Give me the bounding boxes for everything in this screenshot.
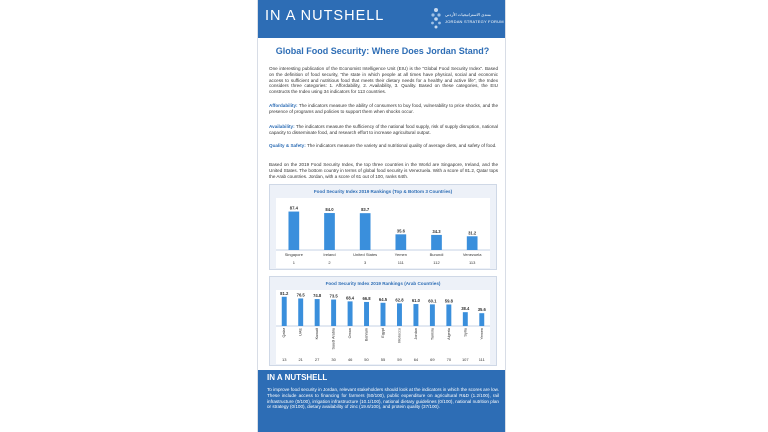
chart-bar: [431, 235, 442, 250]
nutshell-text: To improve food security in Jordan, relevant stakeholders should look at the indicators in which the scores are low. These include access to financing for farmers (50/100), public expenditure on agricultural R&D (1.2/100), rail infrastructure (0/100), irrigation infrastructure (10.1/100), national dietary guidelines (0/100), national nutrition plan or strategy (0/100), dietary availability of zinc (19.6/100), and protein quality (37/100).: [267, 387, 499, 410]
chart-svg: [276, 198, 490, 268]
rank-label: 112: [433, 260, 440, 265]
category-label: Egypt: [381, 328, 385, 338]
category-label: UAE: [298, 328, 303, 336]
data-label: 73.5: [329, 293, 338, 299]
data-label: 87.4: [289, 205, 298, 211]
rank-label: 59: [397, 357, 402, 362]
category-text: The indicators measure the sufficiency of the national food supply, risk of supply disruption, national capacity to disseminate food, and research effort to increase agricultural output.: [269, 124, 498, 135]
chart-bar: [381, 303, 386, 326]
header-banner: [258, 0, 506, 38]
logo-arabic-text: منتدى الاستراتيجيات الأردني: [445, 12, 491, 17]
category-text: The indicators measure the variety and nutritional quality of average diets, and safety of food.: [305, 143, 497, 148]
category-label: Tunisia: [430, 328, 435, 341]
category-label: Morocco: [397, 328, 402, 343]
category-term: Affordability:: [269, 103, 298, 108]
rank-label: 27: [314, 357, 320, 362]
chart-bar: [479, 313, 484, 326]
infographic-page: [257, 0, 506, 432]
category-label: Ireland: [323, 252, 336, 257]
category-label: Burundi: [429, 252, 444, 257]
rank-label: 111: [397, 260, 404, 265]
chart-bar: [463, 312, 468, 326]
data-label: 64.5: [378, 296, 388, 302]
banner-title: IN A NUTSHELL: [265, 8, 385, 24]
logo-english-text: JORDAN STRATEGY FORUM: [445, 19, 504, 24]
category-label: Yemen: [394, 252, 407, 257]
rank-label: 111: [478, 357, 485, 362]
category-label: Yemen: [479, 328, 484, 340]
rank-label: 55: [380, 357, 386, 362]
category-label: Kuwait: [315, 328, 320, 340]
chart-bar: [331, 300, 336, 326]
jsf-logo: [430, 5, 504, 35]
nutshell-title: IN A NUTSHELL: [267, 373, 328, 382]
chart-svg: [276, 290, 490, 364]
chart-bar: [348, 301, 353, 326]
data-label: 83.7: [361, 207, 370, 213]
chart-bar: [397, 303, 402, 326]
category-label: Oman: [348, 328, 353, 339]
rank-label: 30: [331, 357, 336, 362]
data-label: 34.3: [432, 228, 441, 234]
category-label: Saudi Arabia: [331, 328, 336, 350]
rank-label: 107: [461, 357, 469, 362]
arab-countries-chart: [269, 276, 497, 366]
data-label: 76.5: [296, 292, 305, 298]
chart-plot-area: [276, 198, 490, 268]
rank-label: 113: [468, 260, 476, 265]
data-label: 62.8: [395, 297, 404, 303]
rank-label: 64: [413, 357, 419, 362]
data-label: 31.2: [468, 230, 477, 236]
rank-label: 69: [430, 357, 435, 362]
chart-title: Food Security Index 2019 Rankings (Arab Countries): [325, 281, 441, 286]
rank-label: 3: [364, 260, 367, 265]
category-label: Singapore: [284, 252, 303, 257]
data-label: 60.1: [428, 298, 437, 304]
category-label: Syria: [463, 328, 468, 337]
data-label: 35.6: [477, 307, 486, 313]
chart-title: Food Security Index 2019 Rankings (Top & Bottom 3 Countries): [313, 189, 453, 194]
category-term: Availability:: [269, 124, 295, 129]
category-label: Jordan: [413, 328, 418, 340]
chart-plot-area: [276, 290, 490, 364]
chart-bar: [413, 304, 418, 326]
data-label: 61.0: [411, 298, 421, 304]
data-label: 66.8: [362, 295, 371, 301]
category-label: Qatar: [282, 328, 287, 338]
chart-bar: [298, 298, 303, 326]
rank-label: 13: [282, 357, 287, 362]
rank-label: 21: [298, 357, 303, 362]
data-label: 81.2: [280, 290, 289, 296]
summary-paragraph: Based on the 2019 Food Security Index, the top three countries in the World are Singapore, Ireland, and the United States. The bottom country in terms of global food security is Venezuela. With a score of 81.2, Qatar tops the Arab countries. Jordan, with a score of 61 out of 100, ranks 64th.: [269, 162, 498, 179]
category-label: United States: [353, 252, 378, 257]
rank-label: 70: [446, 357, 452, 362]
chart-bar: [364, 302, 369, 326]
rank-label: 1: [292, 260, 295, 265]
data-label: 84.0: [325, 207, 334, 213]
intro-paragraph: One interesting publication of the Economist Intelligence Unit (EIU) is the “Global Food Security Index”. Based on the definition of food security, “the state in which people at all times have physical, social and economic access to sufficient and nutritious food that meets their dietary needs for a healthy and active life”, the Index considers three categories: 1. Affordability, 2. Availability, 3. Quality. Based on these categories, the EIU constructs the Index using 34 indicators for 113 countries.: [269, 66, 498, 95]
data-label: 74.8: [313, 293, 322, 299]
category-affordability: [269, 103, 498, 115]
chart-bar: [315, 299, 320, 326]
data-label: 68.4: [345, 295, 355, 301]
data-label: 35.6: [396, 228, 405, 234]
data-label: 59.8: [444, 298, 453, 304]
logo-mark-icon: [430, 7, 442, 29]
rank-label: 50: [364, 357, 369, 362]
rank-label: 46: [347, 357, 353, 362]
page-title: Global Food Security: Where Does Jordan Stand?: [275, 46, 490, 56]
top-bottom-chart: [269, 184, 497, 270]
data-label: 38.4: [461, 306, 470, 312]
chart-bar: [446, 304, 451, 326]
category-availability: [269, 124, 498, 136]
category-label: Venezuela: [462, 252, 482, 257]
chart-bar: [467, 236, 478, 250]
category-label: Algeria: [446, 328, 451, 340]
chart-bar: [288, 212, 299, 250]
category-text: The indicators measure the ability of consumers to buy food, vulnerability to price shocks, and the presence of programs and policies to support them when shocks occur.: [269, 103, 498, 114]
nutshell-panel: [258, 370, 506, 432]
category-quality: [269, 143, 498, 149]
chart-bar: [395, 234, 406, 250]
chart-bar: [324, 213, 335, 250]
chart-bar: [282, 297, 287, 326]
chart-bar: [360, 213, 371, 250]
rank-label: 2: [328, 260, 331, 265]
category-label: Bahrain: [364, 328, 369, 342]
chart-bar: [430, 304, 435, 326]
category-term: Quality & Safety:: [269, 143, 306, 148]
